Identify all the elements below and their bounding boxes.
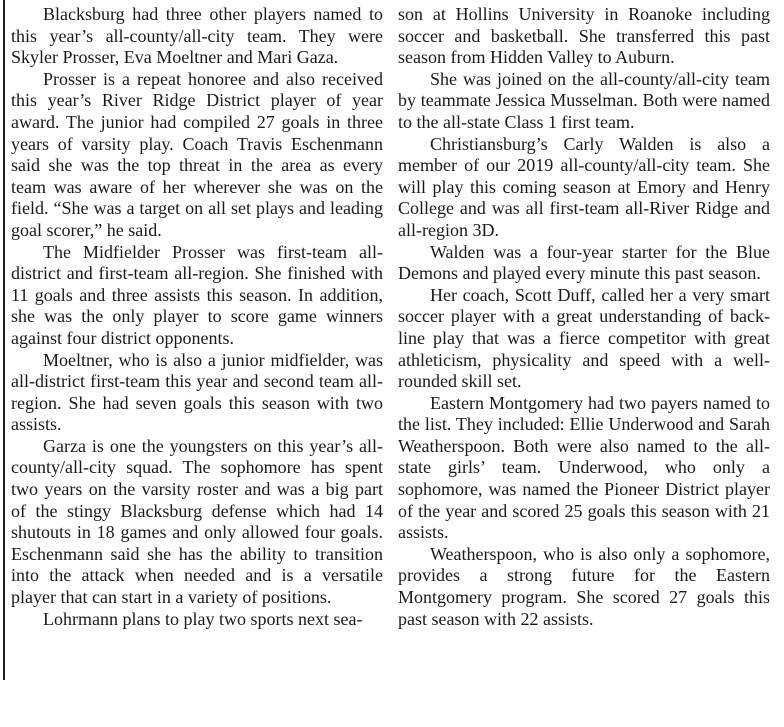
paragraph-walden-starter: Walden was a four-year starter for the Blue Demons and played every minute this past season. [398,241,770,284]
paragraph-lohrmann-continued: son at Hollins University in Roanoke including soccer and basketball. She transferred this past season from Hidden Valley to Auburn. [398,4,770,68]
column-rule [3,0,5,680]
paragraph-prosser-honoree: Prosser is a repeat honoree and also received this year’s River Ridge District player of year award. The junior had compiled 27 goals in three years of varsity play. Coach Travis Eschenmann said she was the top threat in the area as every team was aware of her wherever she was on the field. “She was a target on all set plays and leading goal scorer,” he said. [11,68,383,240]
paragraph-weatherspoon: Weatherspoon, who is also only a sophomore, provides a strong future for the Eastern Montgomery program. She scored 27 goals this past season with 22 assists. [398,543,770,629]
paragraph-musselman: She was joined on the all-county/all-city team by teammate Jessica Musselman. Both were named to the all-state Class 1 first team. [398,68,770,132]
right-column [398,4,770,630]
paragraph-walden: Christiansburg’s Carly Walden is also a member of our 2019 all-county/all-city team. She will play this coming season at Emory and Henry College and was all first-team all-River Ridge and all-region 3D. [398,133,770,240]
paragraph-coach-duff: Her coach, Scott Duff, called her a very smart soccer player with a great understanding of back-line play that was a fierce competitor with great athleticism, physicality and speed with a well-rounded skill set. [398,284,770,392]
paragraph-eastern-montgomery: Eastern Montgomery had two payers named to the list. They included: Ellie Underwood and Sarah Weatherspoon. Both were also named to the all-state girls’ team. Underwood, who only a sophomore, was named the Pioneer District player of the year and scored 25 goals this season with 21 assists. [398,392,770,543]
paragraph-prosser-midfielder: The Midfielder Prosser was first-team all-district and first-team all-region. She finished with 11 goals and three assists this season. In addition, she was the only player to score game winners against four district opponents. [11,241,383,348]
paragraph-garza: Garza is one the youngsters on this year’s all-county/all-city squad. The sophomore has spent two years on the varsity roster and was a big part of the stingy Blacksburg defense which had 14 shutouts in 18 games and only allowed four goals. Eschenmann said she has the ability to transition into the attack when needed and is a versatile player that can start in a variety of positions. [11,435,383,608]
paragraph-moeltner: Moeltner, who is also a junior midfielder, was all-district first-team this year and second team all-region. She had seven goals this season with two assists. [11,349,383,435]
paragraph-intro-players: Blacksburg had three other players named to this year’s all-county/all-city team. They were Skyler Prosser, Eva Moeltner and Mari Gaza. [11,4,383,68]
left-column [11,4,383,630]
paragraph-lohrmann: Lohrmann plans to play two sports next sea- [43,608,363,629]
